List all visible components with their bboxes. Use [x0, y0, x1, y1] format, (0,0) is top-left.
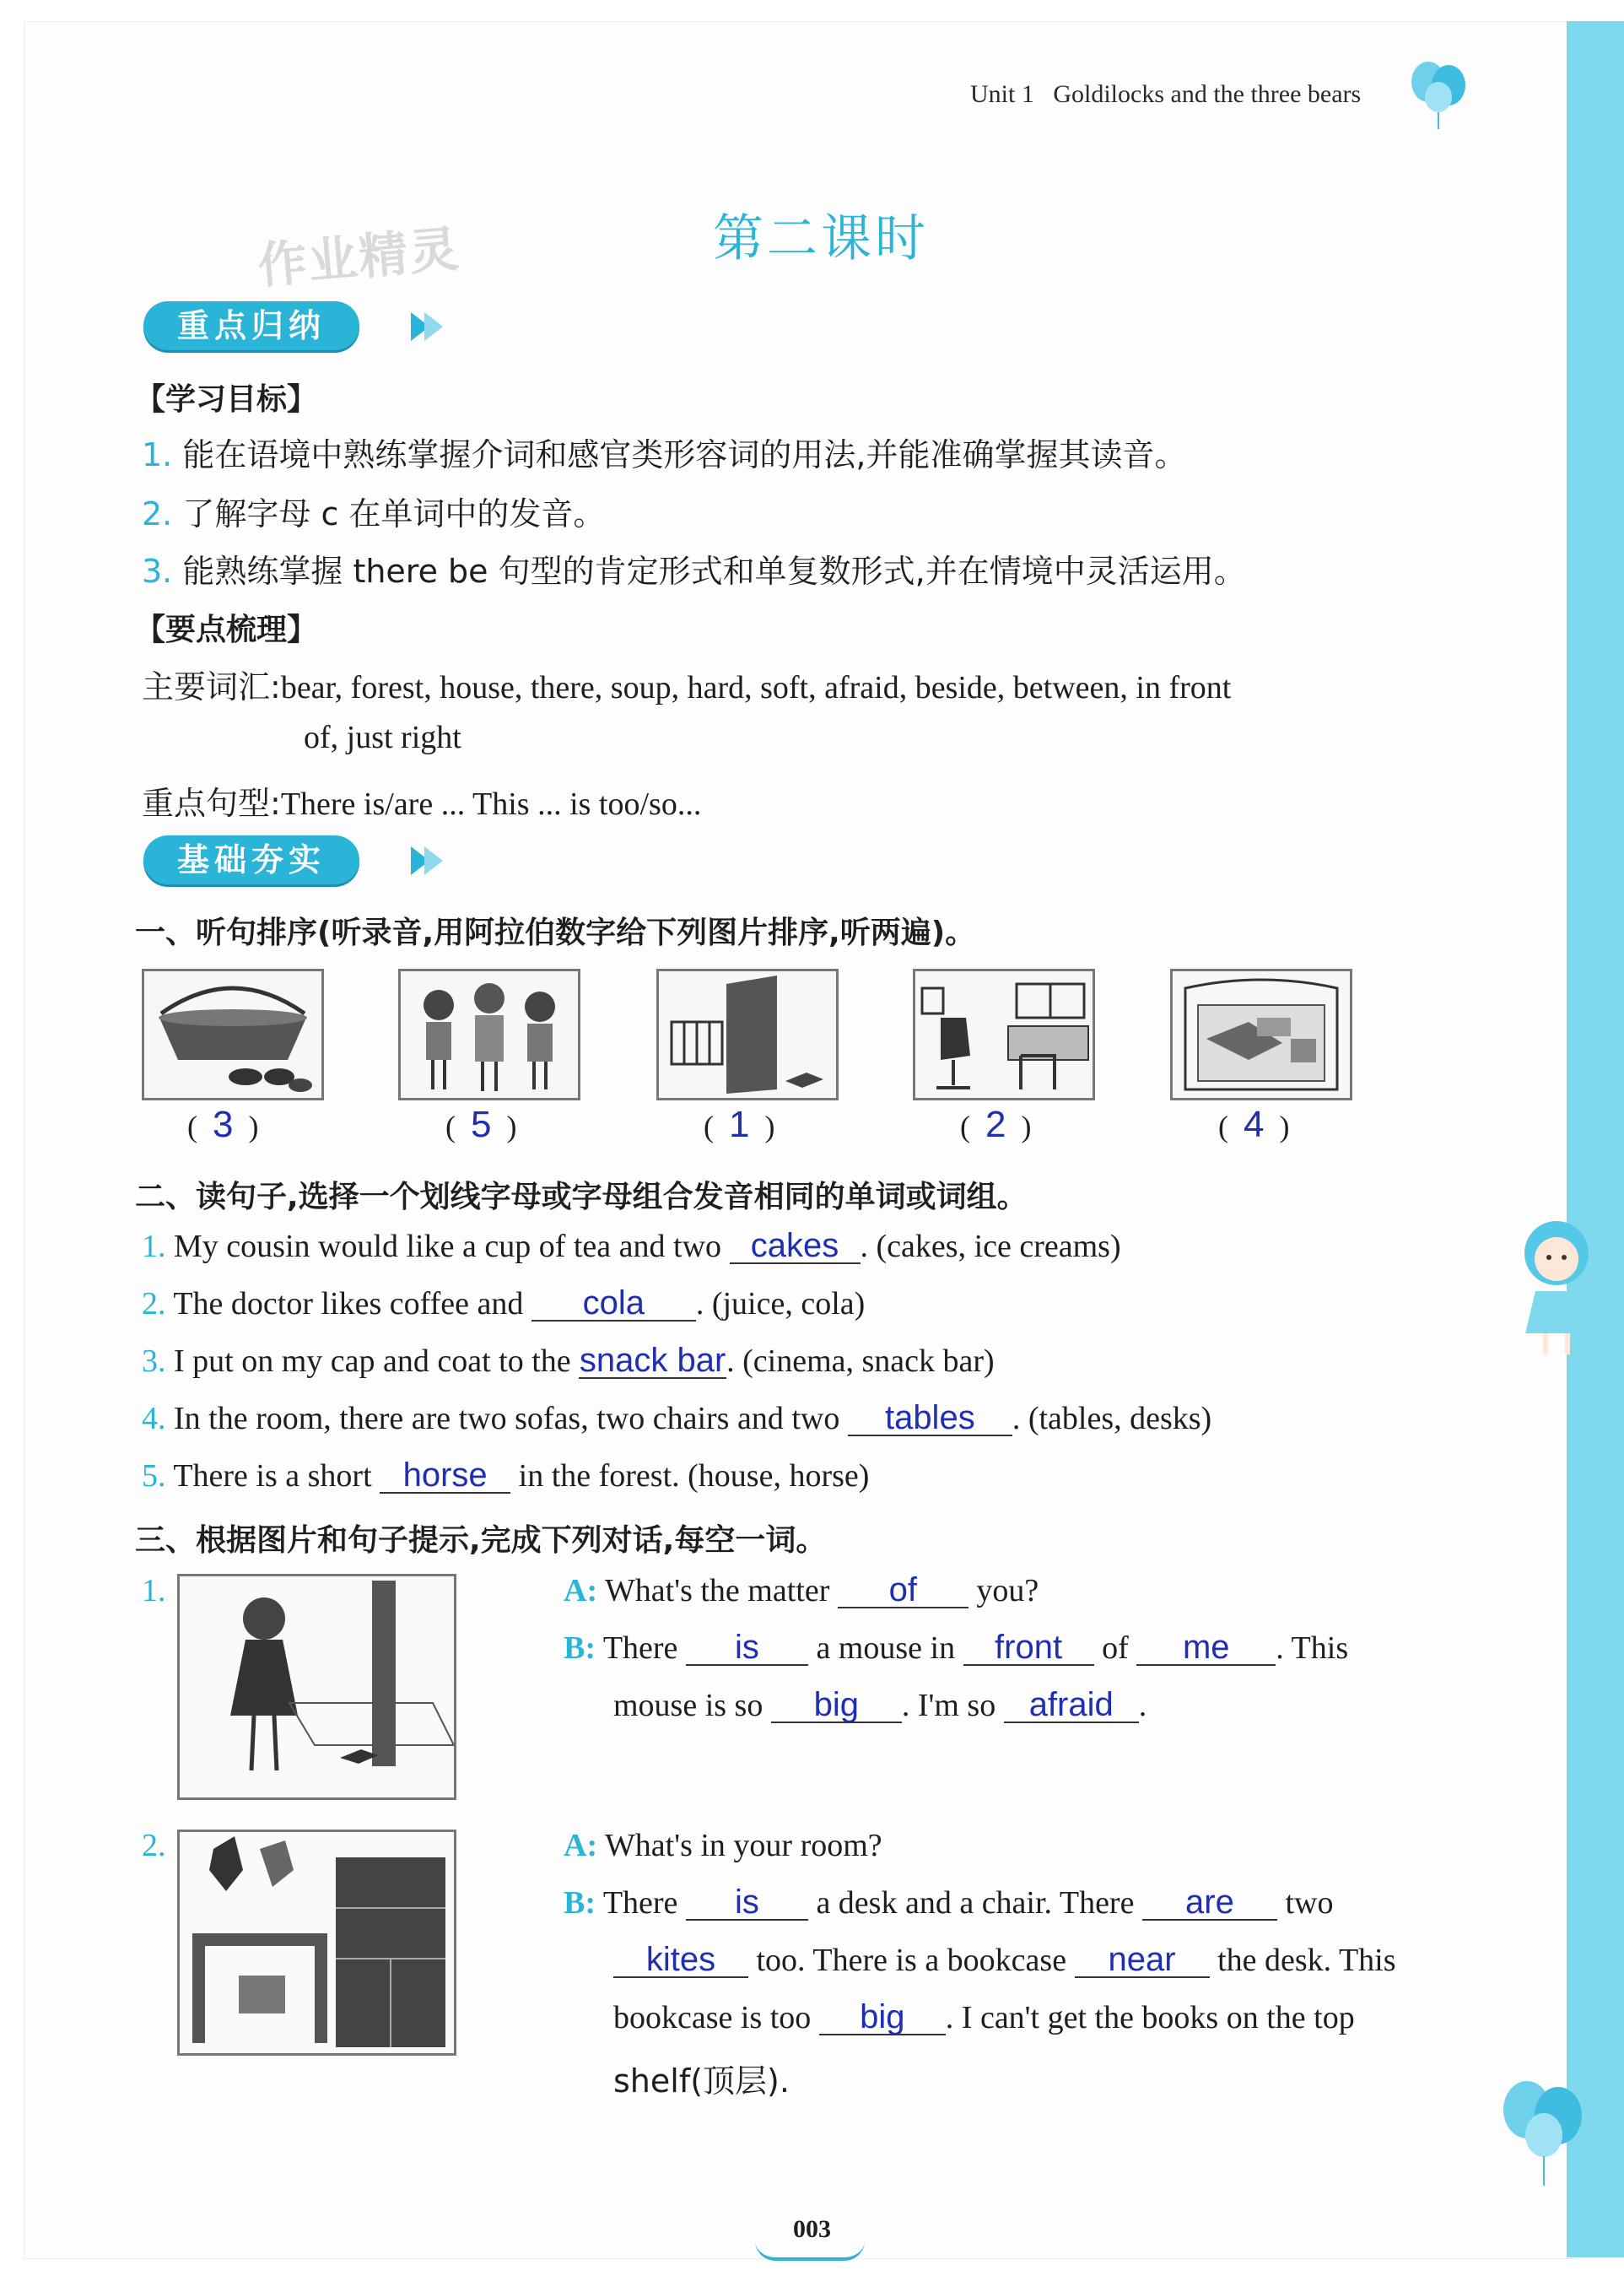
goal-number: 2. [142, 495, 173, 532]
vocab-line-continued: of, just right [304, 720, 461, 755]
q2-item: 3. I put on my cap and coat to the snack bar. (cinema, snack bar) [142, 1342, 995, 1379]
order-answer: 3 [213, 1104, 234, 1145]
dialogue-2-line-b-continued: kites too. There is a bookcase near the desk. This [613, 1942, 1396, 1979]
goal-item [142, 545, 1246, 592]
order-answer: 1 [729, 1104, 750, 1145]
header-unit-title: Goldilocks and the three bears [1053, 80, 1362, 108]
arrow-icon [424, 846, 443, 875]
answer-blank: big [819, 2000, 946, 2035]
q2-item: 2. The doctor likes coffee and cola . (juice, cola) [142, 1284, 866, 1322]
section-label-key-points: 重点归纳 [143, 301, 359, 350]
vocab-words: bear, forest, house, there, soup, hard, soft, afraid, beside, between, in front [280, 670, 1232, 705]
q2-item: 1. My cousin would like a cup of tea and two cakes . (cakes, ice creams) [142, 1227, 1121, 1264]
goals-heading: 【学习目标】 [135, 382, 318, 417]
room-picture [913, 969, 1095, 1100]
q3-heading: 三、根据图片和句子提示,完成下列对话,每空一词。 [135, 1523, 827, 1558]
sentence-pattern: There is/are ... This ... is too/so... [280, 786, 702, 822]
answer-blank: is [686, 1630, 808, 1666]
q2-heading: 二、读句子,选择一个划线字母或字母组合发音相同的单词或词组。 [135, 1180, 1028, 1214]
answer-blank: is [686, 1885, 808, 1921]
dialogue-1-number: 1. [142, 1573, 166, 1608]
picture-order-4: ( 2 ) [960, 1104, 1032, 1145]
answer-blank: big [771, 1688, 902, 1723]
girl-and-mouse-picture [177, 1574, 456, 1800]
arrow-icon [424, 312, 443, 341]
vocab-line [142, 661, 1231, 707]
answer-blank: of [838, 1573, 968, 1608]
order-answer: 5 [471, 1104, 492, 1145]
goal-number: 1. [142, 436, 173, 473]
goal-text: 了解字母 c 在单词中的发音。 [182, 495, 606, 532]
picture-order-1: ( 3 ) [187, 1104, 259, 1145]
children-picture [398, 969, 580, 1100]
goal-item [142, 429, 1186, 475]
picture-order-5: ( 4 ) [1218, 1104, 1290, 1145]
door-picture [656, 969, 839, 1100]
sentence-label: 重点句型: [142, 785, 281, 822]
dialogue-2-line-b-end: shelf(顶层). [613, 2062, 790, 2100]
room-with-kites-picture [177, 1830, 456, 2056]
answer-blank: me [1136, 1630, 1276, 1666]
decorative-right-band [1567, 21, 1624, 2257]
dialogue-1-line-b: B: There is a mouse in front of me . This [564, 1629, 1349, 1666]
answer-blank: near [1075, 1943, 1210, 1978]
picture-order-2: ( 5 ) [445, 1104, 517, 1145]
order-answer: 2 [985, 1104, 1006, 1145]
answer-blank: horse [380, 1458, 510, 1494]
section-label-basics: 基础夯实 [143, 835, 359, 884]
page-number-swoosh [755, 2240, 865, 2261]
goal-text: 能熟练掌握 there be 句型的肯定形式和单复数形式,并在情境中灵活运用。 [182, 553, 1246, 590]
dialogue-2-line-a: A: What's in your room? [564, 1828, 882, 1863]
answer-blank: afraid [1004, 1688, 1139, 1723]
goal-item [142, 488, 605, 534]
answer-blank: kites [613, 1943, 748, 1978]
basket-picture [142, 969, 324, 1100]
watermark: 作业精灵 [255, 219, 462, 295]
answer-blank: tables [848, 1401, 1012, 1436]
lesson-title: 第二课时 [713, 209, 929, 268]
bed-picture [1170, 969, 1352, 1100]
answer-blank: cola [531, 1286, 696, 1322]
q1-heading: 一、听句排序(听录音,用阿拉伯数字给下列图片排序,听两遍)。 [135, 916, 976, 950]
order-answer: 4 [1244, 1104, 1265, 1145]
dialogue-2-line-b-continued: bookcase is too big . I can't get the books on the top [613, 1998, 1355, 2035]
dialogue-2-line-b: B: There is a desk and a chair. There are two [564, 1884, 1334, 1921]
dialogue-1-line-a: A: What's the matter of you? [564, 1571, 1039, 1608]
q2-item: 5. There is a short horse in the forest. (house, horse) [142, 1457, 870, 1494]
answer-blank: front [963, 1630, 1094, 1666]
balloon-icon [1405, 55, 1472, 135]
answer-blank: snack bar [579, 1342, 726, 1379]
vocab-label: 主要词汇: [142, 668, 281, 705]
q2-item: 4. In the room, there are two sofas, two chairs and two tables . (tables, desks) [142, 1399, 1212, 1436]
answer-blank: are [1142, 1885, 1277, 1921]
key-sentence-line [142, 777, 701, 824]
header-unit: Unit 1 [970, 80, 1034, 108]
answer-blank: cakes [730, 1229, 861, 1264]
goal-number: 3. [142, 553, 173, 590]
points-heading: 【要点梳理】 [135, 613, 318, 647]
picture-order-3: ( 1 ) [704, 1104, 775, 1145]
dialogue-2-number: 2. [142, 1828, 166, 1863]
running-header [970, 80, 1361, 109]
goal-text: 能在语境中熟练掌握介词和感官类形容词的用法,并能准确掌握其读音。 [182, 436, 1187, 473]
dialogue-1-line-b-continued: mouse is so big . I'm so afraid . [613, 1686, 1147, 1723]
balloons-icon [1497, 2072, 1590, 2194]
page-number: 003 [793, 2215, 831, 2243]
girl-illustration [1510, 1215, 1603, 1363]
